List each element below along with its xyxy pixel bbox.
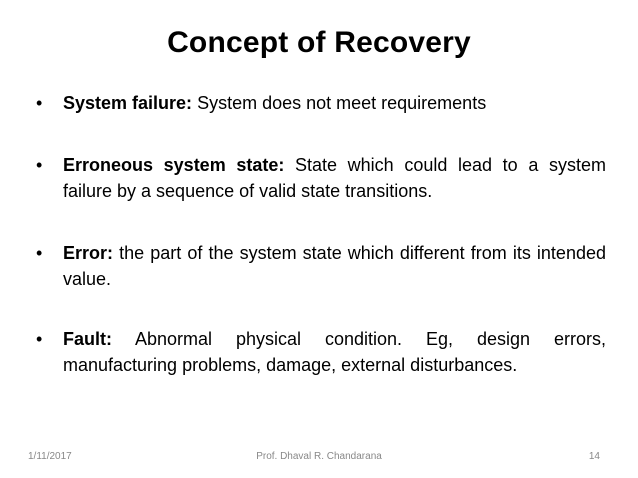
bullet-text — [63, 152, 606, 204]
bullet-term: Erroneous system state: — [63, 155, 285, 175]
bullet-description: the part of the system state which different from its intended value. — [63, 243, 606, 289]
bullet-item-error — [36, 240, 606, 292]
bullet-marker: • — [36, 329, 43, 349]
bullet-term: System failure: — [63, 93, 193, 113]
bullet-item-fault — [36, 326, 606, 378]
bullet-marker: • — [36, 93, 43, 113]
slide-title: Concept of Recovery — [167, 26, 471, 59]
footer-author: Prof. Dhaval R. Chandarana — [256, 451, 382, 462]
bullet-description: Abnormal physical condition. Eg, design errors, manufacturing problems, damage, external disturbances. — [63, 329, 606, 375]
bullet-item-system-failure — [36, 90, 606, 116]
footer-page-number: 14 — [588, 451, 600, 462]
bullet-term: Error: — [63, 243, 114, 263]
bullet-text — [63, 240, 606, 292]
bullet-marker: • — [36, 243, 43, 263]
bullet-text — [63, 90, 606, 116]
bullet-description: System does not meet requirements — [192, 93, 487, 113]
bullet-text — [63, 326, 606, 378]
bullet-term: Fault: — [63, 329, 112, 349]
bullet-item-erroneous-state — [36, 152, 606, 204]
bullet-marker: • — [36, 155, 43, 175]
footer-date: 1/11/2017 — [28, 451, 72, 462]
bullet-description: State which could lead to a system failure by a sequence of valid state transitions. — [63, 155, 606, 201]
